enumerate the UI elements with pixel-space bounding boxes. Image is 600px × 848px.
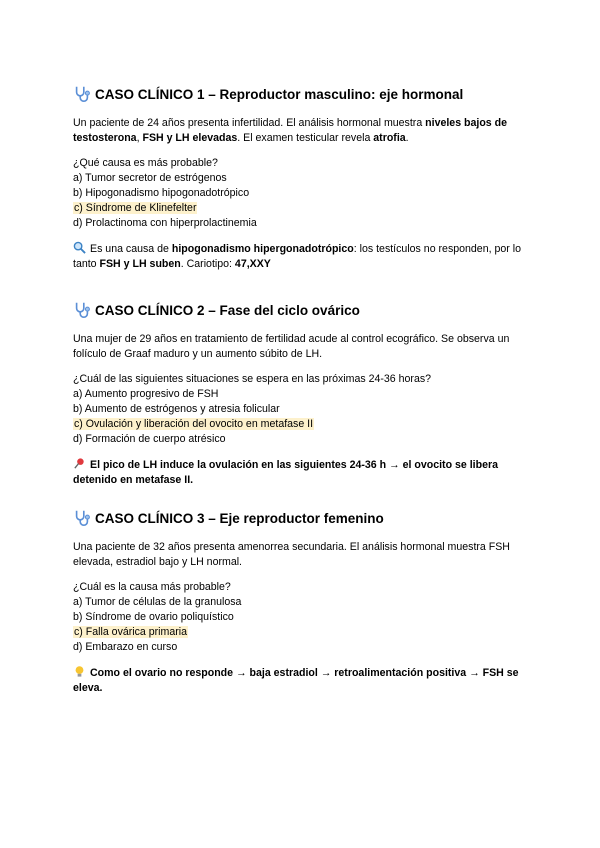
- option-b: b) Aumento de estrógenos y atresia folicular: [73, 403, 280, 415]
- option-c-correct: [73, 417, 533, 432]
- note-bold: hipogonadismo hipergonadotrópico: [171, 243, 354, 255]
- note-bold: 47,XXY: [234, 258, 271, 270]
- stethoscope-icon: [73, 301, 91, 319]
- stethoscope-icon: [73, 509, 91, 527]
- option-d: d) Formación de cuerpo atrésico: [73, 433, 226, 445]
- case-1-heading: [73, 84, 533, 104]
- case-2-statement: Una mujer de 29 años en tratamiento de fertilidad acude al control ecográfico. Se observa un folículo de Graaf maduro y un aumento súbito de LH.: [73, 333, 510, 360]
- option-c-label: c) Ovulación y liberación del ovocito en metafase II: [74, 418, 314, 430]
- option-a: a) Aumento progresivo de FSH: [73, 388, 219, 400]
- note-bold: FSH y LH suben: [99, 258, 181, 270]
- statement-text: Un paciente de 24 años presenta infertilidad. El análisis hormonal muestra: [73, 117, 426, 129]
- statement-bold: niveles bajos de testosterona: [73, 117, 507, 144]
- option-c-correct: [73, 625, 533, 640]
- case-2-explanation: [73, 457, 533, 488]
- case-2-title: CASO CLÍNICO 2 – Fase del ciclo ovárico: [95, 302, 360, 318]
- note-text: Como el ovario no responde → baja estradiol → retroalimentación positiva → FSH se eleva.: [73, 667, 519, 694]
- note-text: . Cariotipo:: [180, 258, 235, 270]
- case-2: [73, 300, 533, 488]
- option-c-correct: [73, 201, 533, 216]
- pushpin-icon: [73, 457, 86, 470]
- statement-bold: atrofia: [373, 132, 406, 144]
- case-3-explanation: [73, 665, 533, 696]
- case-1-explanation: [73, 241, 533, 272]
- case-3-title: CASO CLÍNICO 3 – Eje reproductor femenino: [95, 510, 384, 526]
- option-c-label: c) Falla ovárica primaria: [74, 626, 188, 638]
- statement-text: . El examen testicular revela: [237, 132, 374, 144]
- case-3-heading: [73, 508, 533, 528]
- magnifier-icon: [73, 241, 86, 254]
- case-2-heading: [73, 300, 533, 320]
- case-1-title: CASO CLÍNICO 1 – Reproductor masculino: eje hormonal: [95, 86, 464, 102]
- statement-text: ,: [136, 132, 143, 144]
- case-3: [73, 508, 533, 696]
- option-b: b) Hipogonadismo hipogonadotrópico: [73, 187, 250, 199]
- case-1-statement: [73, 116, 533, 146]
- document-page: [73, 84, 533, 696]
- case-1: [73, 84, 533, 272]
- option-a: a) Tumor secretor de estrógenos: [73, 172, 227, 184]
- case-2-question: ¿Cuál de las siguientes situaciones se espera en las próximas 24-36 horas?: [73, 373, 432, 385]
- statement-text: .: [405, 132, 409, 144]
- option-d: d) Embarazo en curso: [73, 641, 178, 653]
- case-3-question: ¿Cuál es la causa más probable?: [73, 581, 231, 593]
- statement-bold: FSH y LH elevadas: [142, 132, 238, 144]
- case-1-question: ¿Qué causa es más probable?: [73, 157, 218, 169]
- option-c-label: c) Síndrome de Klinefelter: [74, 202, 197, 214]
- option-a: a) Tumor de células de la granulosa: [73, 596, 242, 608]
- case-3-statement: Una paciente de 32 años presenta amenorrea secundaria. El análisis hormonal muestra FSH elevada, estradiol bajo y LH normal.: [73, 541, 510, 568]
- note-text: Es una causa de: [90, 243, 172, 255]
- option-d: d) Prolactinoma con hiperprolactinemia: [73, 217, 257, 229]
- lightbulb-icon: [73, 665, 86, 678]
- option-b: b) Síndrome de ovario poliquístico: [73, 611, 234, 623]
- stethoscope-icon: [73, 85, 91, 103]
- note-text: El pico de LH induce la ovulación en las siguientes 24-36 h → el ovocito se libera detenido en metafase II.: [73, 459, 498, 486]
- note-text: : los testículos no responden, por lo tanto: [73, 243, 521, 270]
